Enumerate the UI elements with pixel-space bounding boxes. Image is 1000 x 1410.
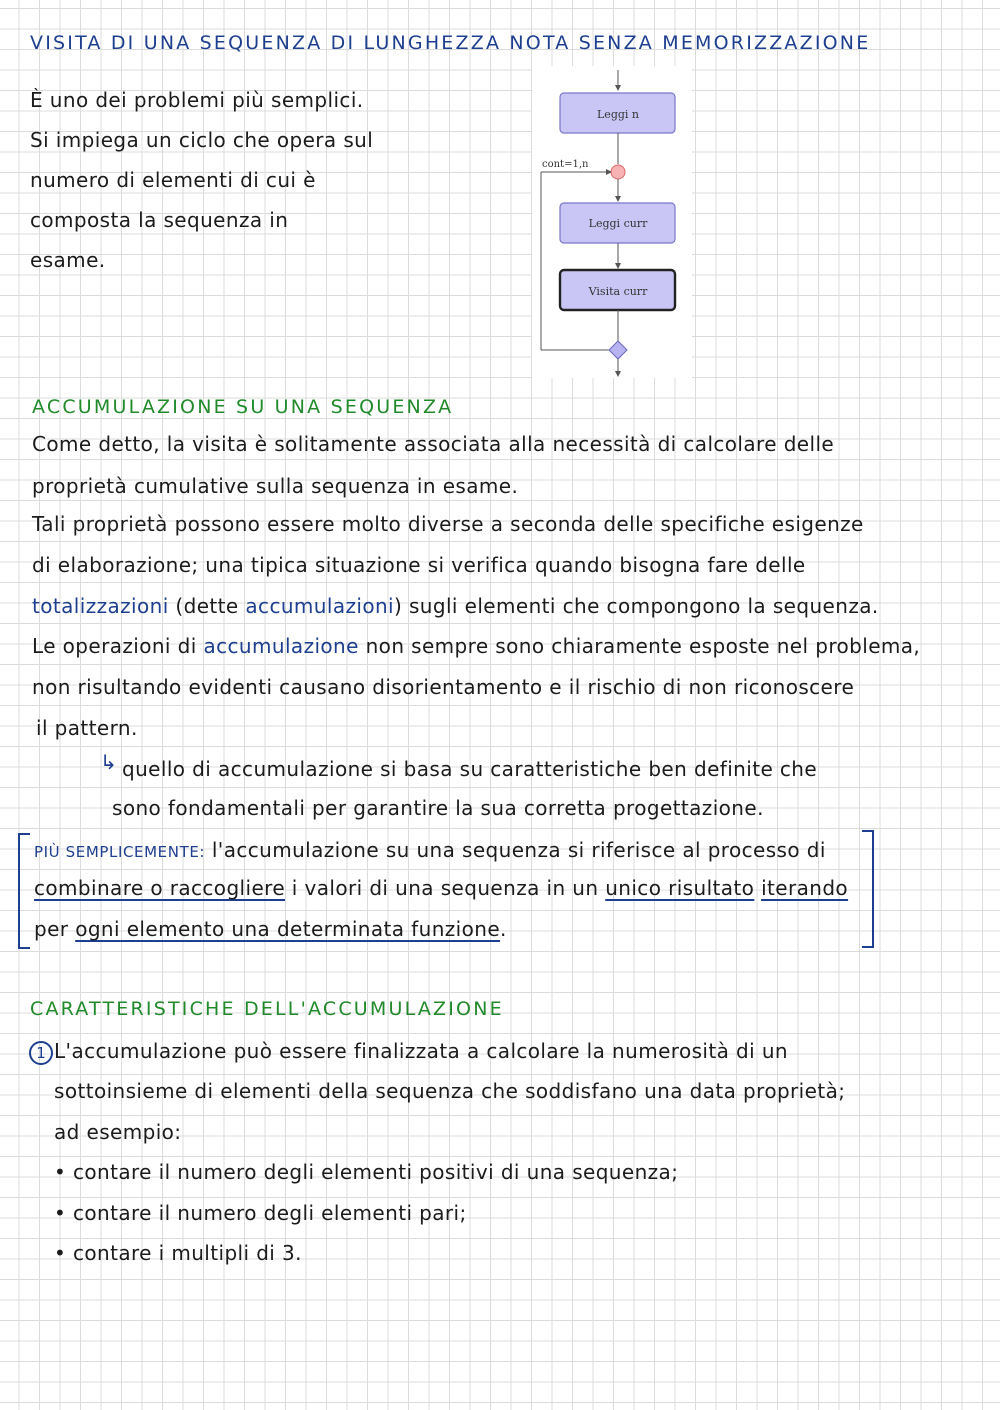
- paragraph-line: il pattern.: [36, 716, 138, 740]
- section-heading-caratteristiche: CARATTERISTICHE DELL'ACCUMULAZIONE: [30, 998, 504, 1020]
- characteristic-line: L'accumulazione può essere finalizzata a calcolare la numerosità di un: [54, 1039, 789, 1063]
- flow-node-read-curr-label: Leggi curr: [588, 217, 648, 230]
- flow-node-visit-curr-label: Visita curr: [588, 285, 648, 298]
- text-fragment: non sempre sono chiaramente esposte nel problema,: [358, 634, 921, 658]
- characteristic-line: sottoinsieme di elementi della sequenza che soddisfano una data proprietà;: [54, 1079, 846, 1103]
- paragraph-line: non risultando evidenti causano disorientamento e il rischio di non riconoscere: [32, 675, 855, 699]
- definition-label: PIÙ SEMPLICEMENTE:: [34, 843, 206, 861]
- list-item: [54, 1241, 302, 1265]
- intro-line: È uno dei problemi più semplici.: [30, 88, 364, 112]
- bullet-icon: •: [54, 1201, 67, 1225]
- definition-line: [34, 917, 507, 941]
- intro-line: Si impiega un ciclo che opera sul: [30, 128, 374, 152]
- term-totalizzazioni: totalizzazioni: [32, 594, 169, 618]
- bullet-icon: •: [54, 1160, 67, 1184]
- section-heading-accumulazione: ACCUMULAZIONE SU UNA SEQUENZA: [32, 396, 454, 418]
- flowchart-diagram: [532, 66, 692, 378]
- definition-line: [34, 876, 848, 900]
- bullet-icon: •: [54, 1241, 67, 1265]
- term-accumulazioni: accumulazioni: [245, 594, 395, 618]
- list-item-text: contare i multipli di 3.: [72, 1241, 302, 1265]
- paragraph-line: proprietà cumulative sulla sequenza in esame.: [32, 474, 519, 498]
- note-line: quello di accumulazione si basa su caratteristiche ben definite che: [122, 757, 818, 781]
- term-accumulazione: accumulazione: [203, 634, 359, 658]
- text-fragment: (dette: [168, 594, 246, 618]
- text-fragment: .: [500, 917, 507, 941]
- list-item-text: contare il numero degli elementi positivi di una sequenza;: [72, 1160, 679, 1184]
- paragraph-line: [32, 634, 920, 658]
- intro-line: esame.: [30, 248, 106, 272]
- flow-node-read-n-label: Leggi n: [597, 108, 639, 121]
- text-fragment: per: [34, 917, 76, 941]
- list-item-text: contare il numero degli elementi pari;: [72, 1201, 467, 1225]
- intro-line: numero di elementi di cui è: [30, 168, 316, 192]
- underlined-term: iterando: [761, 876, 849, 900]
- paragraph-line: [32, 594, 879, 618]
- text-fragment: Le operazioni di: [32, 634, 204, 658]
- characteristic-line: ad esempio:: [54, 1120, 182, 1144]
- note-line: sono fondamentali per garantire la sua corretta progettazione.: [112, 796, 764, 820]
- definition-line: [34, 838, 826, 862]
- text-fragment: l'accumulazione su una sequenza si riferisce al processo di: [205, 838, 826, 862]
- underlined-term: ogni elemento una determinata funzione: [75, 917, 501, 941]
- underlined-term: unico risultato: [605, 876, 755, 900]
- arrow-hook-icon: ↳: [100, 750, 117, 774]
- list-item: [54, 1201, 467, 1225]
- text-fragment: ) sugli elementi che compongono la sequenza.: [394, 594, 879, 618]
- flow-junction: [611, 165, 625, 179]
- intro-line: composta la sequenza in: [30, 208, 289, 232]
- number-marker: 1: [29, 1041, 53, 1065]
- bracket-left: [18, 833, 30, 949]
- flow-loop-label: cont=1,n: [542, 159, 589, 170]
- paragraph-line: di elaborazione; una tipica situazione si verifica quando bisogna fare delle: [32, 553, 806, 577]
- paragraph-line: Come detto, la visita è solitamente associata alla necessità di calcolare delle: [32, 432, 835, 456]
- text-fragment: i valori di una sequenza in un: [285, 876, 606, 900]
- section-heading-visita: VISITA DI UNA SEQUENZA DI LUNGHEZZA NOTA SENZA MEMORIZZAZIONE: [30, 32, 871, 54]
- list-item: [54, 1160, 678, 1184]
- underlined-term: combinare o raccogliere: [34, 876, 286, 900]
- paragraph-line: Tali proprietà possono essere molto diverse a seconda delle specifiche esigenze: [32, 512, 864, 536]
- bracket-right: [862, 830, 874, 948]
